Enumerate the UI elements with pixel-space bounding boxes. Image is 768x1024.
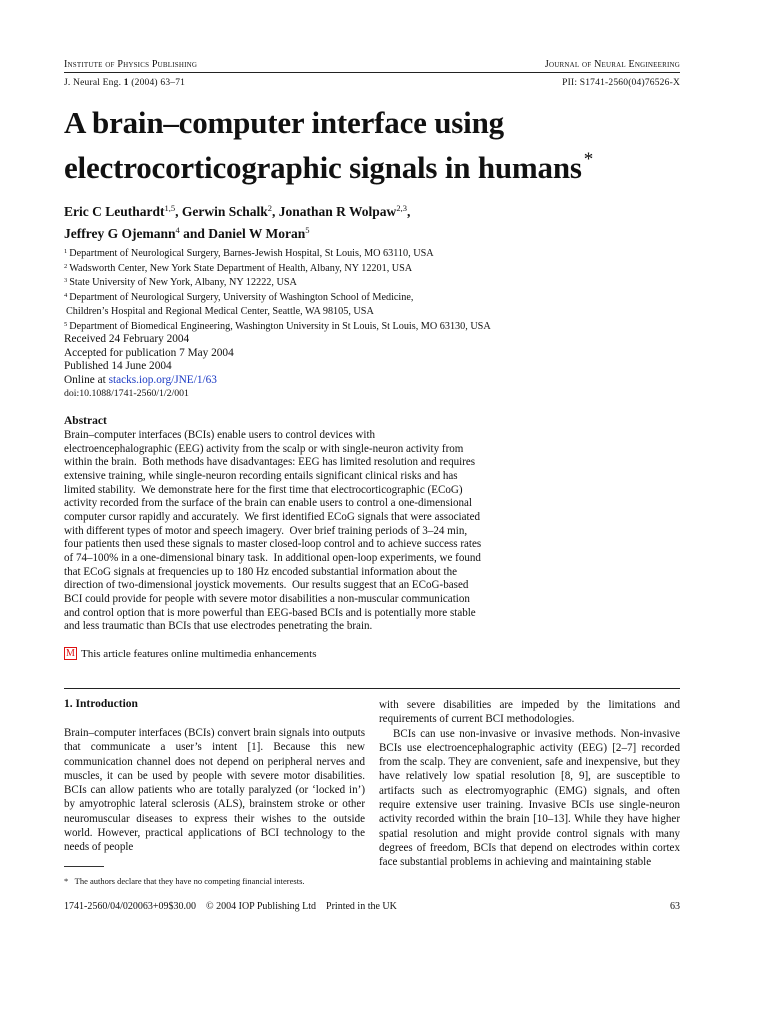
page-number: 63 <box>670 901 680 912</box>
abstract-line: direction of two-dimensional joystick movements. Our results suggest that an ECoG-based <box>64 579 469 592</box>
footer-copyright: 1741-2560/04/020063+09$30.00 © 2004 IOP Publishing Ltd Printed in the UK <box>64 901 397 912</box>
publication-dates: Received 24 February 2004 Accepted for publication 7 May 2004 Published 14 June 2004 Online at stacks.iop.org/JNE/1/63 doi:10.1088/1741-2560/1/2/001 <box>64 333 464 401</box>
abstract-body <box>64 429 526 634</box>
footnote: * The authors declare that they have no competing financial interests. <box>64 876 305 886</box>
abstract-line: electroencephalographic (EEG) activity from the scalp or with single-neuron activity from <box>64 442 464 455</box>
intro-column-left <box>64 726 365 855</box>
affiliation-line: Children’s Hospital and Regional Medical Center, Seattle, WA 98105, USA <box>66 306 374 318</box>
header-rule <box>64 72 680 73</box>
abstract-line: with different types of motor and speech imagery. Over brief training periods of 3–24 min, <box>64 524 468 537</box>
pii: PII: S1741-2560(04)76526-X <box>562 78 680 88</box>
abstract-line: and control option that is more powerful than EEG-based BCIs and is potentially more stable <box>64 606 476 619</box>
abstract-line: and less traumatic than BCIs that use electrodes penetrating the brain. <box>64 620 373 633</box>
abstract-line: BCI could provide for people with severe motor disabilities a non-muscular communication <box>64 592 470 605</box>
multimedia-notice: M This article features online multimedia enhancements <box>64 647 317 660</box>
abstract-line: that ECoG signals at frequencies up to 180 Hz encoded substantial information about the <box>64 565 457 578</box>
online-link[interactable]: stacks.iop.org/JNE/1/63 <box>108 373 217 386</box>
abstract-line: within the brain. Both methods have disadvantages: EEG has limited resolution and requires <box>64 456 476 469</box>
footnote-rule <box>64 866 104 867</box>
journal-name: Journal of Neural Engineering <box>544 59 680 70</box>
paper-title: A brain–computer interface using electrocorticographic signals in humans * <box>64 105 594 185</box>
abstract-line: computer cursor rapidly and accurately. We first identified ECoG signals that were associated <box>64 510 480 523</box>
abstract-line: Brain–computer interfaces (BCIs) enable users to control devices with <box>64 429 376 441</box>
paragraph: Brain–computer interfaces (BCIs) convert brain signals into outputs that communicate a user’s intent [1]. Because this new communication channel does not depend on peripheral nerves and muscles, it can be used by people with severe motor disabilities. BCIs can allow patients who are totally paralyzed (or ‘locked in’) by amyotrophic lateral sclerosis (ALS), brainstem stroke or other neuromuscular diseases to express their wishes to the outside world. However, practical applications of BCI technology to the needs of people <box>64 727 365 854</box>
title-footnote-mark: * <box>583 149 594 170</box>
abstract-line: extensive training, while single-neuron recording entails significant clinical risks and has <box>64 469 458 482</box>
publisher-name: Institute of Physics Publishing <box>64 59 198 70</box>
affiliation-line: $^3$ State University of New York, Albany, NY 12222, USA <box>64 277 297 289</box>
section-rule <box>64 688 680 689</box>
affiliation-line: $^1$ Department of Neurological Surgery, Barnes-Jewish Hospital, St Louis, MO 63110, USA <box>64 248 434 259</box>
doi: doi:10.1088/1741-2560/1/2/001 <box>64 388 189 400</box>
affiliation-line: $^2$ Wadsworth Center, New York State Department of Health, Albany, NY 12201, USA <box>64 262 413 274</box>
abstract-line: limited stability. We demonstrate here for the first time that electrocorticographic (ECoG) <box>64 483 463 496</box>
citation: J. Neural Eng. 1 (2004) 63–71 <box>64 78 186 88</box>
section-heading: 1. Introduction <box>64 698 138 710</box>
abstract-line: four patients then used these signals to master closed-loop control and to achieve success rates <box>64 538 482 551</box>
paragraph: BCIs can use non-invasive or invasive methods. Non-invasive BCIs use electroencephalographic activity (EEG) [2–7] recorded from the scalp. They are convenient, safe and inexpensive, but they have relatively low spatial resolution [8, 9], are susceptible to artifacts such as electromyographic (EMG) signals, and often require extensive user training. Invasive BCIs use single-neuron activity recorded within the brain [10–13]. While they have higher spatial resolution and might provide control signals with many degrees of freedom, BCIs that depend on electrodes within cortex face substantial problems in achieving and maintaining stable <box>379 727 680 869</box>
intro-column-right <box>379 698 680 870</box>
published-date: Published 14 June 2004 <box>64 360 172 373</box>
accepted-date: Accepted for publication 7 May 2004 <box>64 346 234 359</box>
multimedia-icon[interactable]: M <box>64 647 77 660</box>
abstract-line: activity recorded from the surface of the brain can enable users to control a one-dimensional <box>64 497 472 510</box>
affiliations <box>64 246 664 334</box>
received-date: Received 24 February 2004 <box>64 333 190 345</box>
abstract-line: of 74–100% in a one-dimensional binary task. In additional open-loop experiments, we found <box>64 551 481 564</box>
affiliation-line: $^5$ Department of Biomedical Engineering, Washington University in St Louis, St Louis, MO 63130, USA <box>64 320 491 332</box>
paragraph: with severe disabilities are impeded by the limitations and requirements of current BCI methodologies. <box>379 699 680 726</box>
abstract-heading: Abstract <box>64 415 107 427</box>
author-list: Eric C Leuthardt$^{1,5}$, Gerwin Schalk$^2$, Jonathan R Wolpaw$^{2,3}$, Jeffrey G Ojemann$^4$ and Daniel W Moran$^5$ <box>64 203 411 241</box>
affiliation-line: $^4$ Department of Neurological Surgery, University of Washington School of Medicine, <box>64 291 414 303</box>
